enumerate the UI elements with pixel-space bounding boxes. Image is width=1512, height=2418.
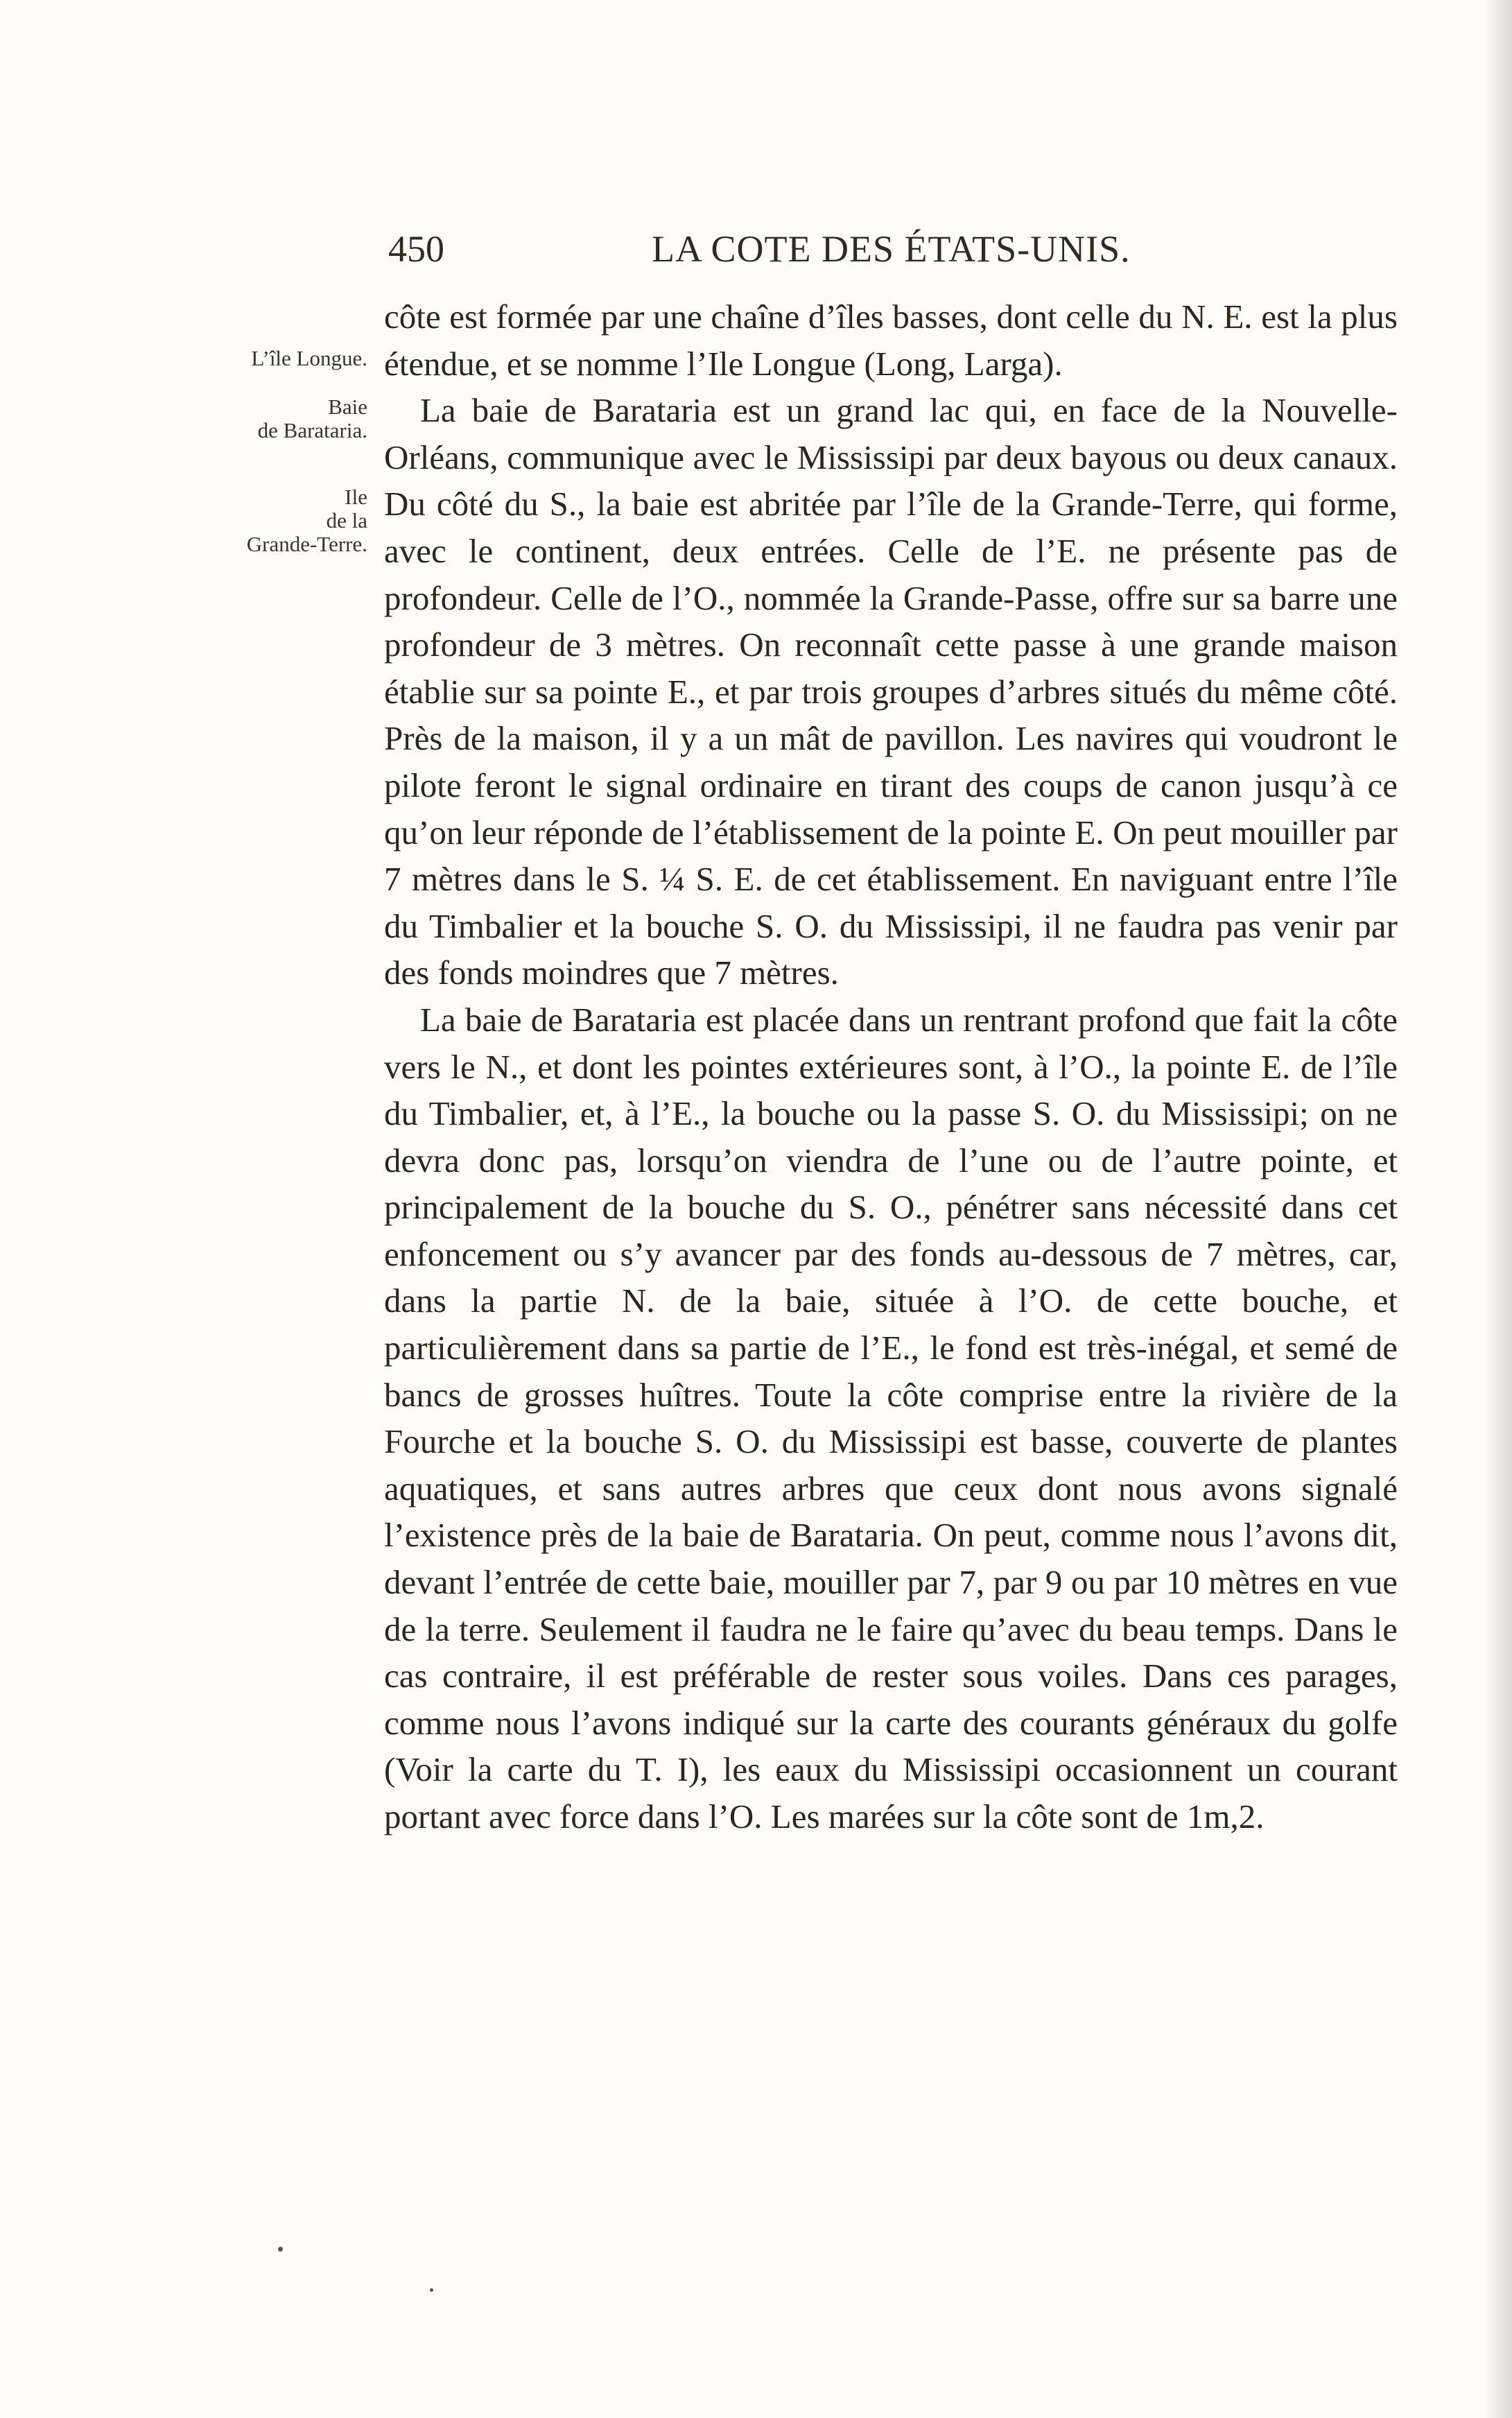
print-speck (278, 2247, 283, 2252)
running-head (388, 219, 1400, 275)
print-speck (430, 2288, 433, 2292)
margin-note-ile-longue: L’île Longue. (251, 346, 367, 370)
paragraph-continuation: côte est formée par une chaîne d’îles basses, dont celle du N. E. est la plus étendue, et se nomme l’Ile Longue (Long, Larga). (384, 297, 1398, 383)
page-edge-shadow (1484, 0, 1512, 2418)
body-text (384, 293, 1398, 1840)
paragraph-rentrant: La baie de Barataria est placée dans un rentrant profond que fait la côte vers le N., et dont les pointes extérieures sont, à l’O., la pointe E. de l’île du Timbalier, et, à l’E., la bouche ou la passe S. O. du Mississipi; on ne devra donc pas, lorsqu’on viendra de l’une ou de l’autre pointe, et principalement de la bouche du S. O., pénétrer sans nécessité dans cet enfoncement ou s’y avancer par des fonds au-dessous de 7 mètres, car, dans la partie N. de la baie, située à l’O. de cette bouche, et particulièrement dans sa partie de l’E., le fond est très-inégal, et semé de bancs de grosses huîtres. Toute la côte comprise entre la rivière de la Fourche et la bouche S. O. du Mississipi est basse, couverte de plantes aquatiques, et sans autres arbres que ceux dont nous avons signalé l’existence près de la baie de Barataria. On peut, comme nous l’avons dit, devant l’entrée de cette baie, mouiller par 7, par 9 ou par 10 mètres en vue de la terre. Seulement il faudra ne le faire qu’avec du beau temps. Dans le cas contraire, il est préférable de rester sous voiles. Dans ces parages, comme nous l’avons indiqué sur la carte des courants généraux du golfe (Voir la carte du T. I), les eaux du Mississipi occasionnent un courant portant avec force dans l’O. Les marées sur la côte sont de 1m,2. (384, 1000, 1398, 1836)
margin-note-baie-barataria: Baie de Barataria. (257, 395, 367, 442)
running-title: LA COTE DES ÉTATS-UNIS. (652, 228, 1131, 270)
paragraph-barataria: La baie de Barataria est un grand lac qui, en face de la Nouvelle-Orléans, communique avec le Mississipi par deux bayous ou deux canaux. Du côté du S., la baie est abritée par l’île de la Grande-Terre, qui forme, avec le continent, deux entrées. Celle de l’E. ne présente pas de profondeur. Celle de l’O., nommée la Grande-Passe, offre sur sa barre une profondeur de 3 mètres. On reconnaît cette passe à une grande maison établie sur sa pointe E., et par trois groupes d’arbres situés du même côté. Près de la maison, il y a un mât de pavillon. Les navires qui voudront le pilote feront le signal ordinaire en tirant des coups de canon jusqu’à ce qu’on leur réponde de l’établissement de la pointe E. On peut mouiller par 7 mètres dans le S. ¼ S. E. de cet établissement. En naviguant entre l’île du Timbalier et la bouche S. O. du Mississipi, il ne faudra pas venir par des fonds moindres que 7 mètres. (384, 391, 1398, 992)
page-number: 450 (388, 228, 444, 270)
margin-note-grande-terre: Ile de la Grande-Terre. (246, 485, 367, 556)
